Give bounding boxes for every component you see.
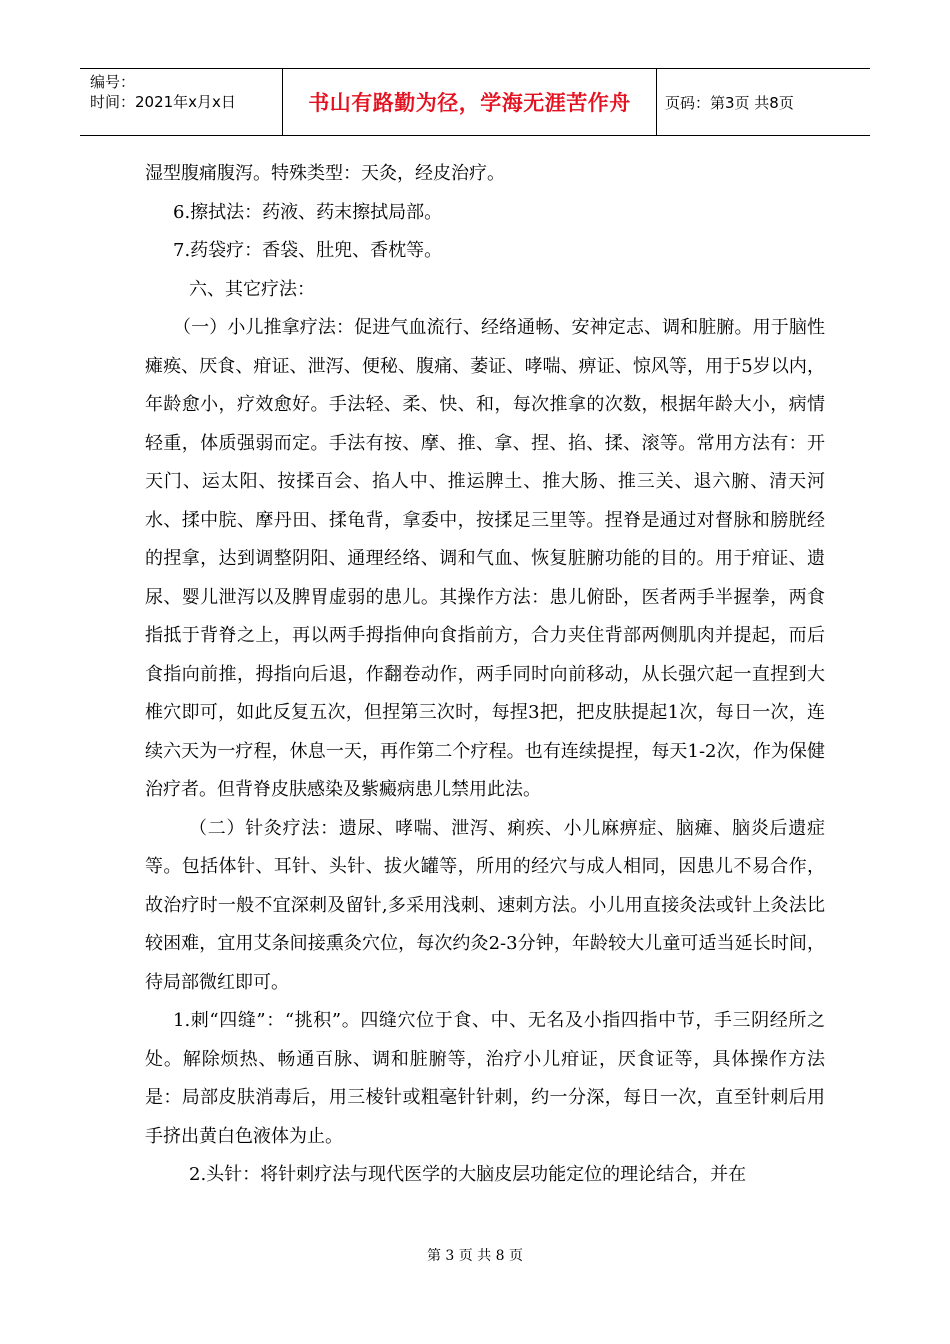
page-header — [80, 68, 870, 136]
paragraph: 1.刺“四缝”：“挑积”。四缝穴位于食、中、无名及小指四指中节，手三阴经所之处。解除烦热、畅通百脉、调和脏腑等，治疗小儿疳证，厌食证等，具体操作方法是：局部皮肤消毒后，用三棱针或粗毫针针刺，约一分深，每日一次，直至针刺后用手挤出黄白色液体为止。 — [145, 1010, 825, 1147]
header-meta — [80, 69, 283, 135]
date-line: 时间：2021年x月x日 — [90, 93, 236, 111]
paragraph: 6.擦拭法：药液、药末擦拭局部。 — [173, 201, 443, 223]
paragraph: （二）针灸疗法：遗尿、哮喘、泄泻、痢疾、小儿麻痹症、脑瘫、脑炎后遗症等。包括体针、耳针、头针、拔火罐等，所用的经穴与成人相同，因患儿不易合作，故治疗时一般不宜深刺及留针,多采用浅刺、速刺方法。小儿用直接灸法或针上灸法比较困难，宜用艾条间接熏灸穴位，每次约灸2-3分钟，年龄较大儿童可适当延长时间，待局部微红即可。 — [145, 817, 825, 993]
section-heading: 六、其它疗法： — [189, 278, 315, 300]
paragraph: 7.药袋疗：香袋、肚兜、香枕等。 — [173, 240, 443, 261]
paragraph: 2.头针：将针刺疗法与现代医学的大脑皮层功能定位的理论结合，并在 — [189, 1164, 747, 1185]
header-page-info: 页码：第3页 共8页 — [665, 93, 794, 112]
number-label: 编号： — [90, 73, 136, 91]
page-footer: 第 3 页 共 8 页 — [426, 1248, 524, 1264]
paragraph: 湿型腹痛腹泻。特殊类型：天灸，经皮治疗。 — [145, 163, 505, 184]
header-motto: 书山有路勤为径，学海无涯苦作舟 — [283, 69, 657, 135]
document-body — [145, 155, 825, 1195]
paragraph: （一）小儿推拿疗法：促进气血流行、经络通畅、安神定志、调和脏腑。用于脑性瘫痪、厌食、疳证、泄泻、便秘、腹痛、萎证、哮喘、痹证、惊风等，用于5岁以内，年龄愈小，疗效愈好。手法轻、柔、快、和，每次推拿的次数，根据年龄大小，病情轻重，体质强弱而定。手法有按、摩、推、拿、捏、掐、揉、滚等。常用方法有：开天门、运太阳、按揉百会、掐人中、推运脾土、推大肠、推三关、退六腑、清天河水、揉中脘、摩丹田、揉龟背，拿委中，按揉足三里等。捏脊是通过对督脉和膀胱经的捏拿，达到调整阴阳、通理经络、调和气血、恢复脏腑功能的目的。用于疳证、遗尿、婴儿泄泻以及脾胃虚弱的患儿。其操作方法：患儿俯卧，医者两手半握拳，两食指抵于背脊之上，再以两手拇指伸向食指前方，合力夹住背部两侧肌肉并提起，而后食指向前推，拇指向后退，作翻卷动作，两手同时向前移动，从长强穴起一直捏到大椎穴即可，如此反复五次，但捏第三次时，每捏3把，把皮肤提起1次，每日一次，连续六天为一疗程，休息一天，再作第二个疗程。也有连续提捏，每天1-2次，作为保健治疗者。但背脊皮肤感染及紫癜病患儿禁用此法。 — [145, 317, 825, 800]
